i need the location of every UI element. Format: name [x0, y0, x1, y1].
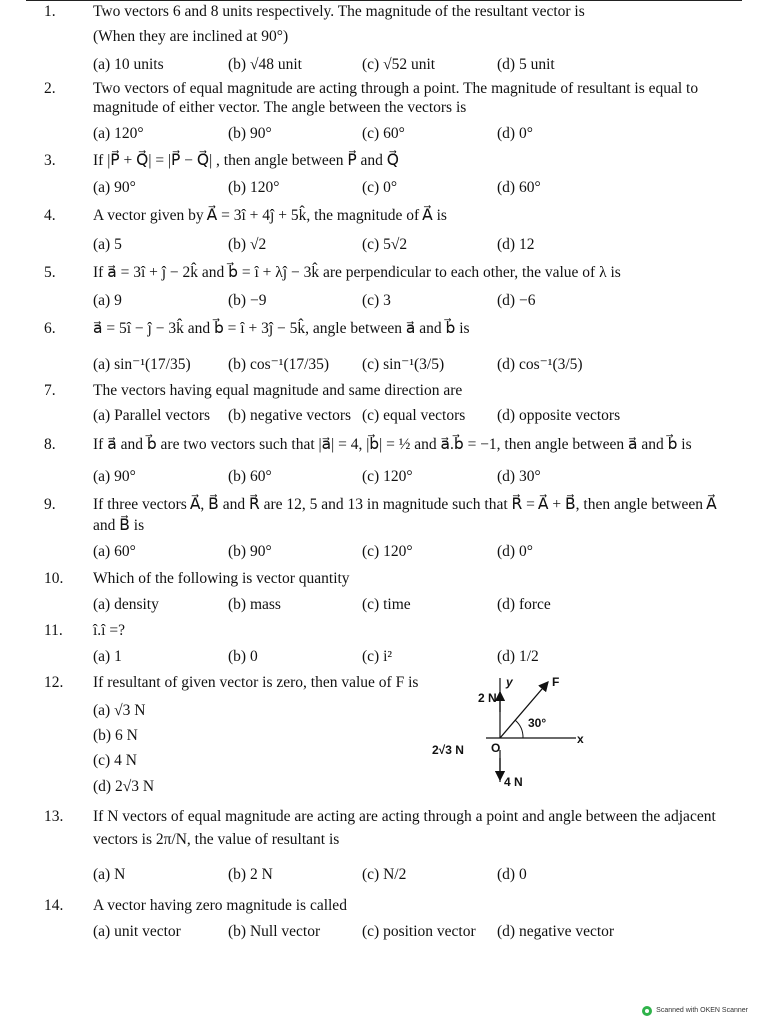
question-line: A vector given by A⃗ = 3î + 4ĵ + 5k̂, the magnitude of A⃗ is: [93, 207, 447, 224]
question-text: [93, 622, 713, 641]
option-c[interactable]: (c) 4 N: [93, 752, 137, 769]
scanner-footer: [642, 1006, 748, 1016]
label-4n: 4 N: [504, 775, 523, 789]
question-line: The vectors having equal magnitude and same direction are: [93, 382, 463, 399]
options-row: [93, 125, 733, 147]
label-y: y: [506, 675, 513, 689]
option-c[interactable]: (c) 0°: [362, 179, 398, 196]
question-line: If a⃗ = 3î + ĵ − 2k̂ and b⃗ = î + λĵ − 3k̂ are perpendicular to each other, the value of λ is: [93, 264, 621, 281]
label-angle: 30°: [528, 716, 547, 730]
option-d[interactable]: (d) negative vector: [497, 923, 615, 940]
options-row: [93, 292, 733, 314]
option-c[interactable]: (c) N/2: [362, 866, 407, 883]
options-row: [93, 356, 733, 378]
option-b[interactable]: (b) 90°: [228, 125, 272, 142]
question-number: 4.: [44, 207, 56, 224]
options-row: [93, 866, 733, 888]
question-number: 8.: [44, 436, 56, 453]
option-d[interactable]: (d) 0: [497, 866, 527, 883]
option-d[interactable]: (d) 1/2: [497, 648, 539, 665]
option-b[interactable]: (b) cos⁻¹(17/35): [228, 356, 330, 373]
question-line: If N vectors of equal magnitude are acting are acting through a point and angle between the adjacent: [93, 808, 716, 825]
option-c[interactable]: (c) equal vectors: [362, 407, 466, 424]
question-line: If |P⃗ + Q⃗| = |P⃗ − Q⃗| , then angle between P⃗ and Q⃗: [93, 152, 399, 169]
option-d[interactable]: (d) −6: [497, 292, 536, 309]
option-d[interactable]: (d) opposite vectors: [497, 407, 621, 424]
option-b[interactable]: (b) 90°: [228, 543, 272, 560]
question-text: [93, 80, 713, 117]
option-b[interactable]: (b) 6 N: [93, 727, 138, 744]
question-line: Which of the following is vector quantity: [93, 570, 350, 587]
question-text: [93, 264, 713, 283]
option-d[interactable]: (d) 60°: [497, 179, 541, 196]
option-a[interactable]: (a) 90°: [93, 179, 136, 196]
option-d[interactable]: (d) 5 unit: [497, 56, 555, 73]
question-number: 5.: [44, 264, 56, 281]
label-2n: 2 N: [478, 691, 497, 705]
option-b[interactable]: (b) √48 unit: [228, 56, 302, 73]
question-line: vectors is 2π/N, the value of resultant is: [93, 830, 340, 848]
question-number: 10.: [44, 570, 64, 587]
option-c[interactable]: (c) sin⁻¹(3/5): [362, 356, 445, 373]
option-c[interactable]: (c) 3: [362, 292, 391, 309]
option-d[interactable]: (d) 30°: [497, 468, 541, 485]
options-row: [93, 596, 733, 618]
question-text: [93, 496, 733, 535]
option-d[interactable]: (d) 12: [497, 236, 535, 253]
label-origin: O: [491, 741, 501, 755]
question-line: A vector having zero magnitude is called: [93, 897, 347, 914]
question-number: 9.: [44, 496, 56, 513]
question-text: [93, 808, 733, 849]
option-a[interactable]: (a) 90°: [93, 468, 136, 485]
question-line: If resultant of given vector is zero, then value of F is: [93, 674, 419, 691]
option-c[interactable]: (c) √52 unit: [362, 56, 436, 73]
option-d[interactable]: (d) 0°: [497, 543, 533, 560]
options-row: [93, 407, 733, 429]
question-line: Two vectors of equal magnitude are acting through a point. The magnitude of resultant is equal to: [93, 80, 699, 97]
angle-arc: [515, 720, 523, 738]
question-line: magnitude of either vector. The angle between the vectors is: [93, 98, 467, 116]
options-row: [93, 923, 733, 945]
question-line: a⃗ = 5î − ĵ − 3k̂ and b⃗ = î + 3ĵ − 5k̂, angle between a⃗ and b⃗ is: [93, 320, 470, 337]
option-c[interactable]: (c) time: [362, 596, 411, 613]
option-a[interactable]: (a) density: [93, 596, 159, 613]
force-diagram: [428, 672, 598, 800]
options-row: [93, 179, 733, 201]
top-rule: [26, 0, 742, 1]
options-row: [93, 648, 733, 670]
option-a[interactable]: (a) N: [93, 866, 126, 883]
question-text: [93, 436, 733, 455]
question-text: [93, 570, 713, 589]
option-d[interactable]: (d) 0°: [497, 125, 533, 142]
question-line: If a⃗ and b⃗ are two vectors such that |a⃗| = 4, |b⃗| = ½ and a⃗.b⃗ = −1, then angle between a⃗ and b⃗ is: [93, 436, 692, 453]
option-a[interactable]: (a) sin⁻¹(17/35): [93, 356, 191, 373]
option-d[interactable]: (d) cos⁻¹(3/5): [497, 356, 583, 373]
label-left-force: 2√3 N: [432, 743, 464, 757]
question-number: 11.: [44, 622, 63, 639]
label-x: x: [577, 732, 584, 746]
option-c[interactable]: (c) 120°: [362, 468, 413, 485]
option-b[interactable]: (b) mass: [228, 596, 281, 613]
option-b[interactable]: (b) 2 N: [228, 866, 273, 883]
question-line: (When they are inclined at 90°): [93, 27, 289, 45]
option-a[interactable]: (a) 9: [93, 292, 122, 309]
option-a[interactable]: (a) 5: [93, 236, 122, 253]
question-text: [93, 897, 713, 916]
question-number: 6.: [44, 320, 56, 337]
question-number: 14.: [44, 897, 64, 914]
option-a[interactable]: (a) Parallel vectors: [93, 407, 211, 424]
question-number: 13.: [44, 808, 64, 825]
option-c[interactable]: (c) 120°: [362, 543, 413, 560]
scanner-footer-text: Scanned with OKEN Scanner: [656, 1006, 748, 1014]
option-d[interactable]: (d) 2√3 N: [93, 778, 155, 795]
question-number: 1.: [44, 3, 56, 20]
options-row: [93, 56, 733, 78]
question-number: 2.: [44, 80, 56, 97]
option-d[interactable]: (d) force: [497, 596, 551, 613]
option-b[interactable]: (b) 60°: [228, 468, 272, 485]
question-text: [93, 152, 713, 171]
option-a[interactable]: (a) 120°: [93, 125, 144, 142]
question-text: [93, 320, 713, 339]
option-a[interactable]: (a) 10 units: [93, 56, 164, 73]
option-b[interactable]: (b) 120°: [228, 179, 280, 196]
question-number: 12.: [44, 674, 64, 691]
options-row: [93, 236, 733, 258]
question-text: [93, 674, 423, 693]
option-b[interactable]: (b) negative vectors: [228, 407, 352, 424]
option-b[interactable]: (b) 0: [228, 648, 258, 665]
option-c[interactable]: (c) position vector: [362, 923, 476, 940]
oken-scanner-logo-icon: [642, 1006, 652, 1016]
option-c[interactable]: (c) 5√2: [362, 236, 408, 253]
question-line: and B⃗ is: [93, 516, 145, 534]
force-diagram-svg: [428, 672, 598, 800]
question-line: Two vectors 6 and 8 units respectively. The magnitude of the resultant vector is: [93, 3, 585, 20]
question-number: 3.: [44, 152, 56, 169]
option-a[interactable]: (a) √3 N: [93, 702, 146, 719]
question-number: 7.: [44, 382, 56, 399]
option-a[interactable]: (a) 60°: [93, 543, 136, 560]
question-text: [93, 207, 713, 226]
question-text: [93, 382, 713, 401]
option-b[interactable]: (b) −9: [228, 292, 267, 309]
option-a[interactable]: (a) 1: [93, 648, 122, 665]
option-c[interactable]: (c) i²: [362, 648, 393, 665]
option-c[interactable]: (c) 60°: [362, 125, 405, 142]
options-row: [93, 543, 733, 565]
options-row: [93, 468, 733, 490]
option-b[interactable]: (b) √2: [228, 236, 267, 253]
question-line: î.î =?: [93, 622, 125, 639]
question-line: If three vectors A⃗, B⃗ and R⃗ are 12, 5 and 13 in magnitude such that R⃗ = A⃗ + B⃗, then angle between A⃗: [93, 496, 717, 513]
option-b[interactable]: (b) Null vector: [228, 923, 321, 940]
label-f: F: [552, 675, 560, 689]
question-text: [93, 3, 713, 46]
option-a[interactable]: (a) unit vector: [93, 923, 181, 940]
